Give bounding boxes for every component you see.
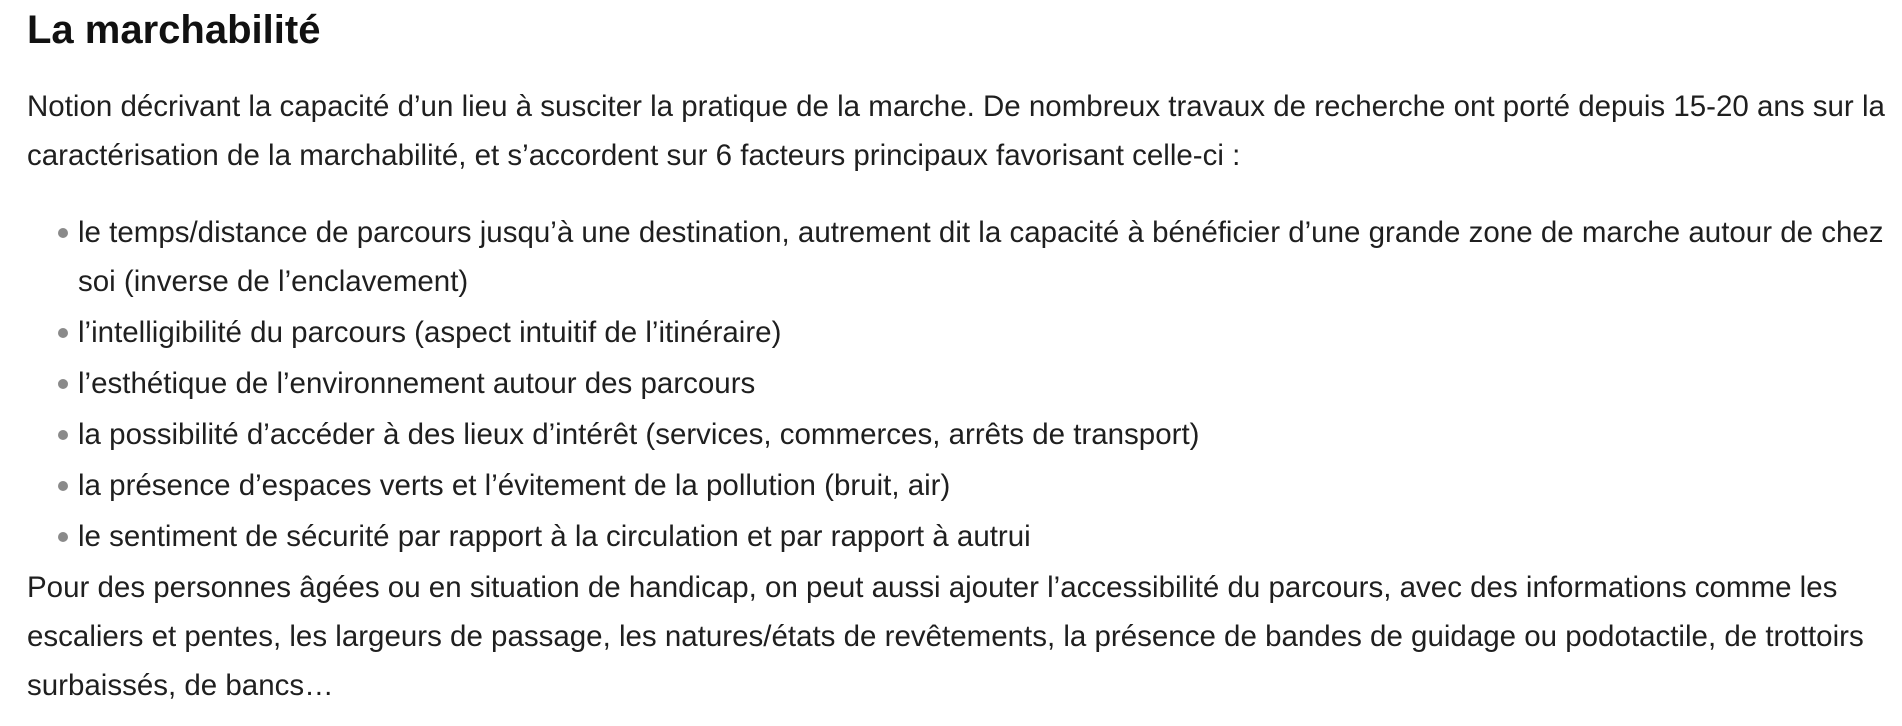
list-item-text: le temps/distance de parcours jusqu’à une destination, autrement dit la capacité à bénéficier d’une grande zone de marche autour de chez soi (inverse de l’enclavement) — [78, 216, 1884, 298]
list-item-text: la présence d’espaces verts et l’évitement de la pollution (bruit, air) — [78, 469, 951, 502]
list-item — [78, 308, 1897, 357]
factors-list — [27, 208, 1897, 561]
list-item-text: le sentiment de sécurité par rapport à la circulation et par rapport à autrui — [78, 520, 1031, 553]
document-section — [27, 0, 1897, 710]
bullet-icon — [58, 328, 68, 338]
list-item-text: l’esthétique de l’environnement autour des parcours — [78, 367, 756, 400]
intro-paragraph: Notion décrivant la capacité d’un lieu à susciter la pratique de la marche. De nombreux travaux de recherche ont porté depuis 15-20 ans sur la caractérisation de la marchabilité, et s’accordent sur 6 facteurs principaux favorisant celle-ci : — [27, 90, 1885, 172]
section-title: La marchabilité — [27, 8, 321, 52]
list-item — [78, 512, 1897, 561]
bullet-icon — [58, 430, 68, 440]
outro-paragraph: Pour des personnes âgées ou en situation de handicap, on peut aussi ajouter l’accessibilité du parcours, avec des informations comme les escaliers et pentes, les largeurs de passage, les natures/états de revêtements, la présence de bandes de guidage ou podotactile, de trottoirs surbaissés, de bancs… — [27, 571, 1864, 702]
bullet-icon — [58, 228, 68, 238]
list-item-text: l’intelligibilité du parcours (aspect intuitif de l’itinéraire) — [78, 316, 782, 349]
list-item-text: la possibilité d’accéder à des lieux d’intérêt (services, commerces, arrêts de transport) — [78, 418, 1200, 451]
bullet-icon — [58, 481, 68, 491]
bullet-icon — [58, 532, 68, 542]
list-item — [78, 359, 1897, 408]
list-item — [78, 208, 1897, 306]
list-item — [78, 410, 1897, 459]
list-item — [78, 461, 1897, 510]
bullet-icon — [58, 379, 68, 389]
